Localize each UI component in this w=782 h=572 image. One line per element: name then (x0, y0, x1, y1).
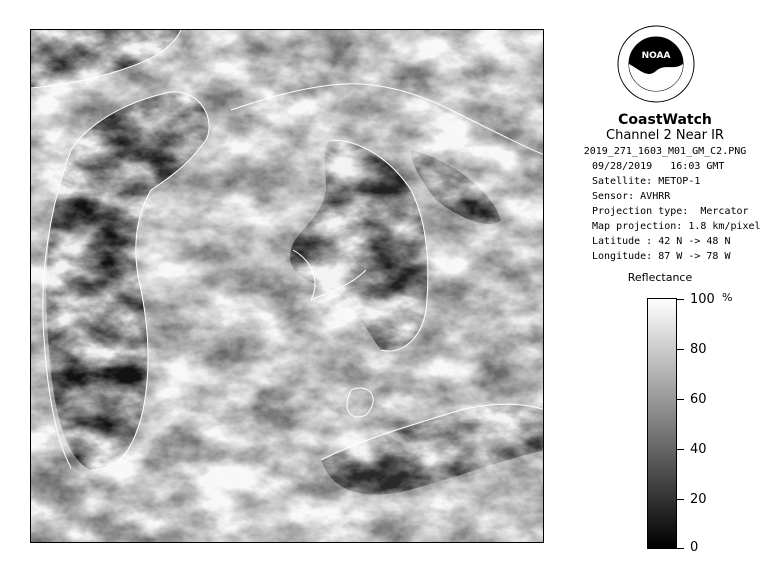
sensor-text: Sensor: AVHRR (592, 191, 671, 202)
legend-tick (677, 449, 684, 450)
filename-text: 2019_271_1603_M01_GM_C2.PNG (583, 146, 747, 157)
info-panel (562, 112, 768, 264)
legend-title: Reflectance (627, 271, 693, 284)
legend-tick-label: 20 (690, 492, 707, 507)
satellite-text: Satellite: METOP-1 (592, 176, 701, 187)
noaa-logo (617, 25, 695, 103)
legend-tick (677, 548, 684, 549)
legend-tick-label: 0 (690, 540, 699, 555)
legend-tick (677, 299, 684, 300)
legend-tick-label: 60 (690, 392, 707, 407)
channel-subtitle: Channel 2 Near IR (606, 128, 724, 143)
datetime-text: 09/28/2019 16:03 GMT (592, 161, 725, 172)
longitude-text: Longitude: 87 W -> 78 W (592, 251, 731, 262)
satellite-image (31, 30, 544, 543)
projection-text: Projection type: Mercator (592, 206, 749, 217)
legend-tick-label: 80 (690, 342, 707, 357)
noaa-logo-icon (617, 25, 695, 103)
map-projection-text: Map projection: 1.8 km/pixel (592, 221, 761, 232)
legend-tick-label: 40 (690, 442, 707, 457)
legend-tick (677, 349, 684, 350)
latitude-text: Latitude : 42 N -> 48 N (592, 236, 731, 247)
legend-unit: % (722, 291, 733, 304)
satellite-map (30, 29, 544, 543)
legend-tick-label: 100 (690, 292, 715, 307)
legend-tick (677, 399, 684, 400)
legend-tick (677, 499, 684, 500)
svg-text:NOAA: NOAA (641, 51, 671, 61)
product-title: CoastWatch (618, 112, 712, 128)
colorbar (647, 298, 677, 549)
